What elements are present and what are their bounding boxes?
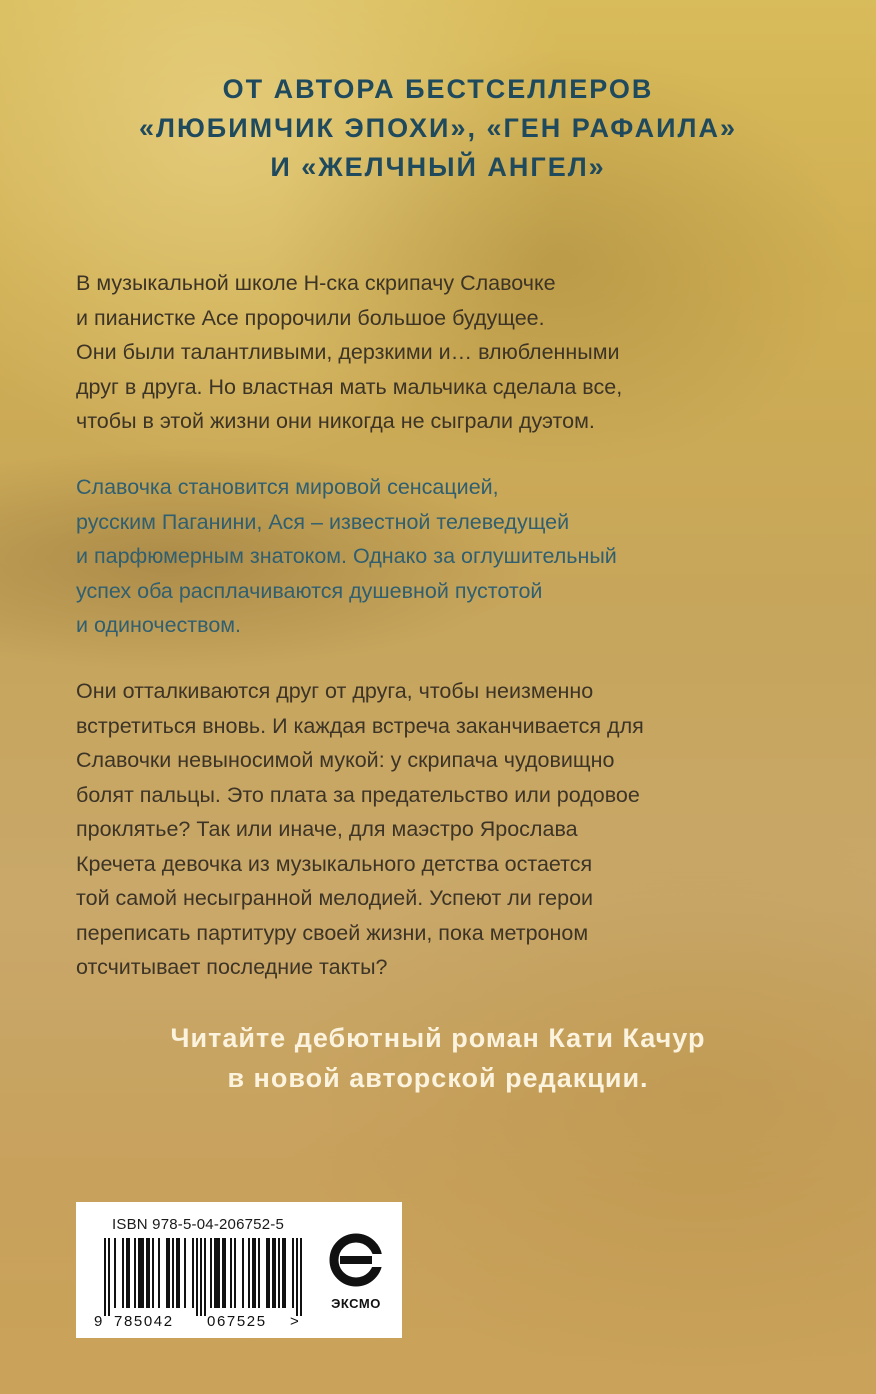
barcode-bar bbox=[210, 1238, 212, 1308]
barcode-digits-right: 067525 bbox=[207, 1313, 267, 1330]
barcode-bar bbox=[152, 1238, 154, 1308]
tagline-line: Читайте дебютный роман Кати Качур bbox=[170, 1023, 706, 1053]
text-line: Они были талантливыми, дерзкими и… влюбленными bbox=[76, 340, 620, 364]
text-line: встретиться вновь. И каждая встреча заканчивается для bbox=[76, 713, 644, 738]
publisher-name: ЭКСМО bbox=[331, 1296, 381, 1311]
barcode-bar bbox=[252, 1238, 256, 1308]
barcode-bar bbox=[176, 1238, 180, 1308]
barcode-bar bbox=[204, 1238, 206, 1316]
text-line: и пианистке Асе пророчили большое будущее. bbox=[76, 305, 545, 330]
text-line: друг в друга. Но властная мать мальчика сделала все, bbox=[76, 374, 623, 399]
barcode-bar bbox=[272, 1238, 276, 1308]
barcode-bar bbox=[184, 1238, 186, 1308]
barcode-bar bbox=[266, 1238, 270, 1308]
text-line: Кречета девочка из музыкального детства остается bbox=[76, 851, 593, 876]
barcode-bar bbox=[138, 1238, 144, 1308]
barcode-bar bbox=[300, 1238, 302, 1316]
text-line: и парфюмерным знатоком. Однако за оглушительный bbox=[76, 544, 617, 568]
text-line: Они отталкиваются друг от друга, чтобы неизменно bbox=[76, 679, 594, 703]
barcode-bar bbox=[278, 1238, 280, 1308]
tagline-line: в новой авторской редакции. bbox=[227, 1063, 649, 1093]
barcode-bar bbox=[214, 1238, 220, 1308]
barcode-bar bbox=[126, 1238, 130, 1308]
barcode-bar bbox=[200, 1238, 202, 1316]
barcode-bar bbox=[172, 1238, 174, 1308]
barcode-bar bbox=[296, 1238, 298, 1316]
header-line: ОТ АВТОРА БЕСТСЕЛЛЕРОВ bbox=[222, 74, 654, 104]
barcode-bar bbox=[230, 1238, 232, 1308]
barcode-digit-lead: 9 bbox=[94, 1313, 103, 1330]
barcode-bar bbox=[166, 1238, 170, 1308]
text-line: В музыкальной школе Н-ска скрипачу Славочке bbox=[76, 271, 556, 295]
isbn-label: ISBN 978-5-04-206752-5 bbox=[112, 1216, 285, 1233]
barcode-bar bbox=[242, 1238, 244, 1308]
text-line: переписать партитуру своей жизни, пока метроном bbox=[76, 920, 589, 945]
barcode-bar bbox=[104, 1238, 106, 1316]
text-line: Славочка становится мировой сенсацией, bbox=[76, 475, 499, 499]
barcode-bar bbox=[248, 1238, 250, 1308]
text-line: чтобы в этой жизни они никогда не сыграли дуэтом. bbox=[76, 409, 595, 433]
debut-novel-tagline bbox=[0, 1018, 876, 1098]
barcode-bar bbox=[282, 1238, 286, 1308]
barcode-bar bbox=[108, 1238, 110, 1316]
text-line: русским Паганини, Ася – известной телеведущей bbox=[76, 509, 570, 534]
synopsis-paragraph-2 bbox=[76, 470, 776, 643]
barcode-bar bbox=[146, 1238, 150, 1308]
header-line: И «ЖЕЛЧНЫЙ АНГЕЛ» bbox=[270, 152, 606, 182]
text-line: и одиночеством. bbox=[76, 613, 242, 637]
synopsis-paragraph-3 bbox=[76, 674, 776, 985]
text-line: Славочки невыносимой мукой: у скрипача чудовищно bbox=[76, 748, 615, 772]
barcode-digits-left: 785042 bbox=[114, 1313, 174, 1330]
barcode-bar bbox=[134, 1238, 136, 1308]
text-line: проклятье? Так или иначе, для маэстро Ярослава bbox=[76, 817, 578, 841]
header-line: «ЛЮБИМЧИК ЭПОХИ», «ГЕН РАФАИЛА» bbox=[138, 113, 738, 143]
barcode-bar bbox=[192, 1238, 194, 1308]
author-bestsellers-header bbox=[0, 70, 876, 187]
text-line: успех оба расплачиваются душевной пустотой bbox=[76, 578, 543, 603]
barcode-bar bbox=[222, 1238, 226, 1308]
text-line: болят пальцы. Это плата за предательство или родовое bbox=[76, 782, 640, 807]
barcode-bar bbox=[258, 1238, 260, 1308]
synopsis-paragraph-1 bbox=[76, 266, 776, 439]
barcode-digit-quiet: > bbox=[290, 1313, 299, 1330]
text-line: отсчитывает последние такты? bbox=[76, 955, 388, 979]
barcode-bar bbox=[114, 1238, 116, 1308]
barcode-bar bbox=[234, 1238, 236, 1308]
barcode-bar bbox=[122, 1238, 124, 1308]
text-line: той самой несыгранной мелодией. Успеют ли герои bbox=[76, 886, 594, 910]
barcode-bar bbox=[292, 1238, 294, 1308]
barcode-bar bbox=[158, 1238, 160, 1308]
barcode-bar bbox=[196, 1238, 198, 1316]
